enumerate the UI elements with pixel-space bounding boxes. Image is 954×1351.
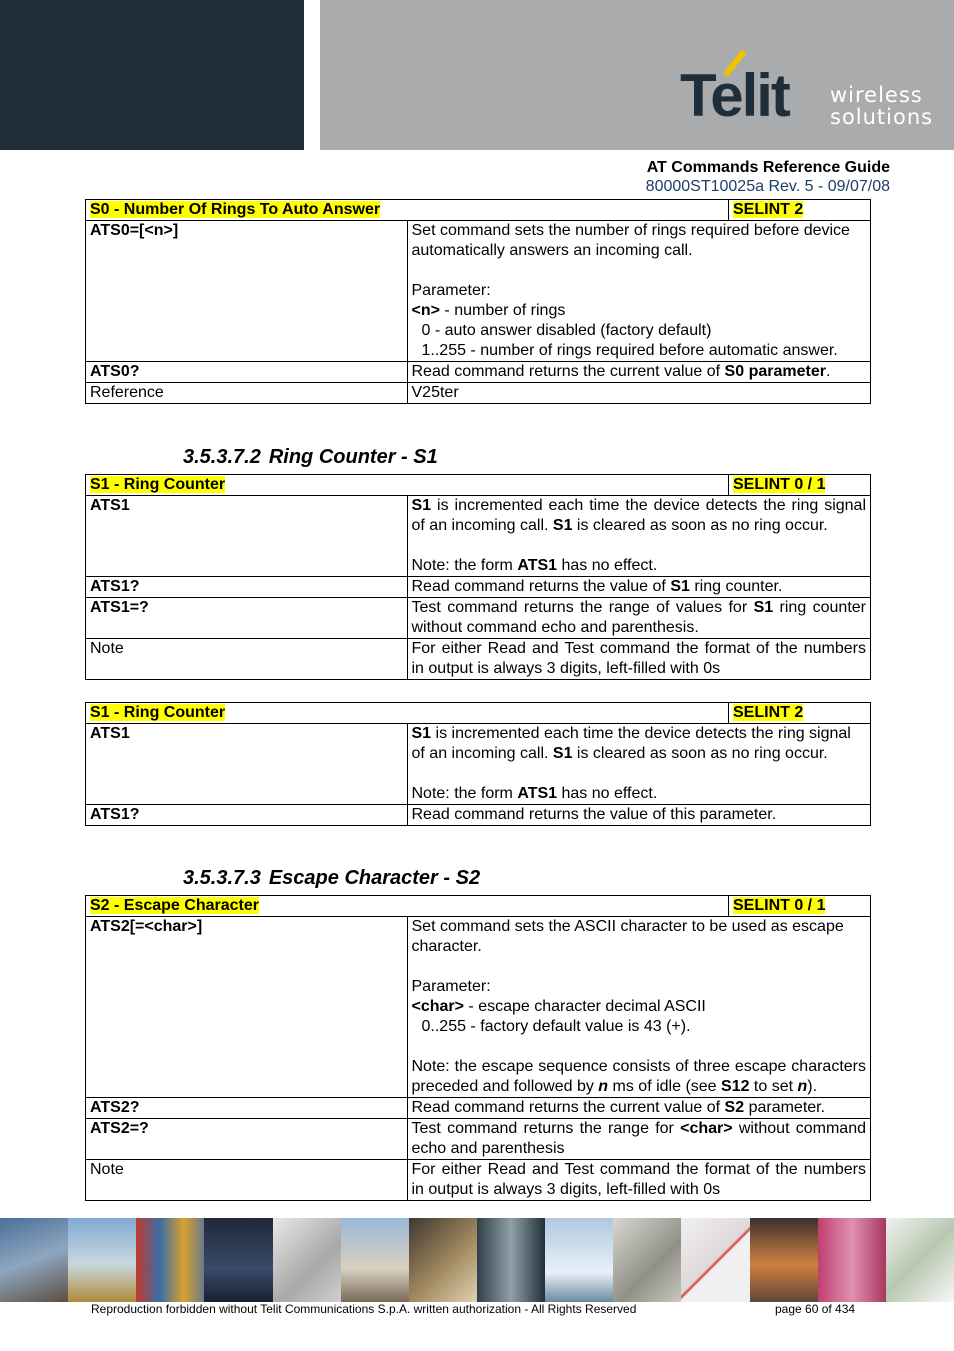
- s1a-cmd: ATS1: [86, 496, 408, 577]
- s0-read-cmd: ATS0?: [86, 362, 408, 383]
- logo-wordmark: Telit: [680, 62, 789, 129]
- doc-title: AT Commands Reference Guide: [646, 159, 890, 176]
- s1b-cmd: ATS1: [86, 724, 408, 805]
- s0-param-label: Parameter:: [411, 282, 491, 299]
- s0-param-v1: 1..255 - number of rings required before automatic answer.: [421, 342, 838, 359]
- s1b-desc-cell: [407, 724, 871, 805]
- s1a-read-desc: Read command returns the value of S1 ring counter.: [407, 577, 871, 598]
- section-heading-escape-character: 3.5.3.7.3 Escape Character - S2: [183, 867, 481, 889]
- s2-table: [85, 895, 871, 1201]
- s0-selint-cell: [729, 200, 871, 221]
- photo-tile-containers: [136, 1218, 204, 1302]
- photo-tile-clock-display: [204, 1218, 272, 1302]
- s1a-table: [85, 474, 871, 680]
- s0-read-desc: Read command returns the current value of S0 parameter.: [407, 362, 871, 383]
- s0-ref-label: Reference: [86, 383, 408, 404]
- photo-tile-road: [0, 1218, 68, 1302]
- s1a-note-text: For either Read and Test command the format of the numbers in output is always 3 digits, left-filled with 0s: [407, 639, 871, 680]
- s1b-title-cell: [86, 703, 729, 724]
- s1b-selint-cell: [729, 703, 871, 724]
- s2-read-desc: Read command returns the current value of S2 parameter.: [407, 1098, 871, 1119]
- s0-selint: SELINT 2: [733, 201, 804, 218]
- photo-tile-wind-turbines: [545, 1218, 613, 1302]
- s1a-test-desc: Test command returns the range of values for S1 ring counter without command echo and parenthesis.: [407, 598, 871, 639]
- s2-title: S2 - Escape Character: [90, 897, 259, 914]
- telit-logo: [676, 44, 936, 134]
- s2-set-cmd: ATS2[=<char>]: [86, 917, 408, 1098]
- s2-selint-cell: [729, 896, 871, 917]
- s2-test-cmd: ATS2=?: [86, 1119, 408, 1160]
- s0-param-line: [412, 301, 867, 321]
- photo-tile-shelves: [818, 1218, 886, 1302]
- photo-tile-keyboard: [273, 1218, 341, 1302]
- s1b-selint: SELINT 2: [733, 704, 804, 721]
- s0-set-desc: Set command sets the number of rings required before device automatically answers an incoming call.: [411, 222, 850, 259]
- s0-param-v0: 0 - auto answer disabled (factory default): [421, 322, 712, 339]
- photo-tile-station: [750, 1218, 818, 1302]
- s2-test-desc: Test command returns the range for <char> without command echo and parenthesis: [407, 1119, 871, 1160]
- photo-tile-laser: [681, 1218, 749, 1302]
- s1b-read-desc: Read command returns the value of this parameter.: [407, 805, 871, 826]
- s2-note: Note: the escape sequence consists of three escape characters preceded and followed by n ms of idle (see S12 to set n).: [411, 1058, 866, 1095]
- doc-revision: 80000ST10025a Rev. 5 - 09/07/08: [645, 178, 890, 195]
- header-dark-panel: [0, 0, 304, 150]
- s2-note-label: Note: [86, 1160, 408, 1201]
- s0-set-desc-cell: [407, 221, 871, 362]
- s1a-test-cmd: ATS1=?: [86, 598, 408, 639]
- s1a-read-cmd: ATS1?: [86, 577, 408, 598]
- s1b-table: [85, 702, 871, 826]
- logo-tagline-line2: solutions: [830, 105, 934, 129]
- s2-read-cmd: ATS2?: [86, 1098, 408, 1119]
- photo-tile-card-reader: [409, 1218, 477, 1302]
- s0-title-cell: [86, 200, 729, 221]
- s0-table: [85, 199, 871, 404]
- s1b-title: S1 - Ring Counter: [90, 704, 226, 721]
- s1a-note-label: Note: [86, 639, 408, 680]
- s0-title: S0 - Number Of Rings To Auto Answer: [90, 201, 381, 218]
- s2-param-label: Parameter:: [411, 978, 491, 995]
- photo-tile-cyclist: [341, 1218, 409, 1302]
- s0-param-desc: - number of rings: [439, 302, 566, 319]
- s1a-desc: S1 is incremented each time the device detects the ring signal of an incoming call. S1 is cleared as soon as no ring occur.: [411, 497, 866, 534]
- logo-tagline-line1: wireless: [830, 83, 923, 107]
- photo-tile-payphone: [68, 1218, 136, 1302]
- s2-title-cell: [86, 896, 729, 917]
- s1a-title: S1 - Ring Counter: [90, 476, 226, 493]
- s2-note-text: For either Read and Test command the format of the numbers in output is always 3 digits, left-filled with 0s: [407, 1160, 871, 1201]
- footer-page-number: page 60 of 434: [775, 1302, 856, 1316]
- s0-set-cmd: ATS0=[<n>]: [86, 221, 408, 362]
- s2-param-v0: 0..255 - factory default value is 43 (+).: [421, 1018, 691, 1035]
- s1b-read-cmd: ATS1?: [86, 805, 408, 826]
- photo-tile-meter: [613, 1218, 681, 1302]
- s0-param-name: <n>: [411, 302, 440, 319]
- footer-photo-strip: [0, 1218, 954, 1302]
- s0-ref-value: V25ter: [407, 383, 871, 404]
- s1a-title-cell: [86, 475, 729, 496]
- photo-tile-camera: [886, 1218, 954, 1302]
- s1b-note: Note: the form ATS1 has no effect.: [411, 785, 658, 802]
- s2-set-desc: Set command sets the ASCII character to be used as escape character.: [411, 918, 844, 955]
- section-heading-ring-counter: 3.5.3.7.2 Ring Counter - S1: [183, 446, 438, 468]
- s1a-selint-cell: [729, 475, 871, 496]
- s2-set-desc-cell: [407, 917, 871, 1098]
- footer-copyright: Reproduction forbidden without Telit Communications S.p.A. written authorization - All Rights Reserved: [91, 1302, 637, 1316]
- s1a-note: Note: the form ATS1 has no effect.: [411, 557, 658, 574]
- photo-tile-vending: [477, 1218, 545, 1302]
- s1a-selint: SELINT 0 / 1: [733, 476, 826, 493]
- logo-tagline: [830, 84, 933, 128]
- s1a-desc-cell: [407, 496, 871, 577]
- s2-param-line: <char> - escape character decimal ASCII: [411, 998, 706, 1015]
- s2-selint: SELINT 0 / 1: [733, 897, 826, 914]
- s1b-desc: S1 is incremented each time the device detects the ring signal of an incoming call. S1 is cleared as soon as no ring occur.: [411, 725, 851, 762]
